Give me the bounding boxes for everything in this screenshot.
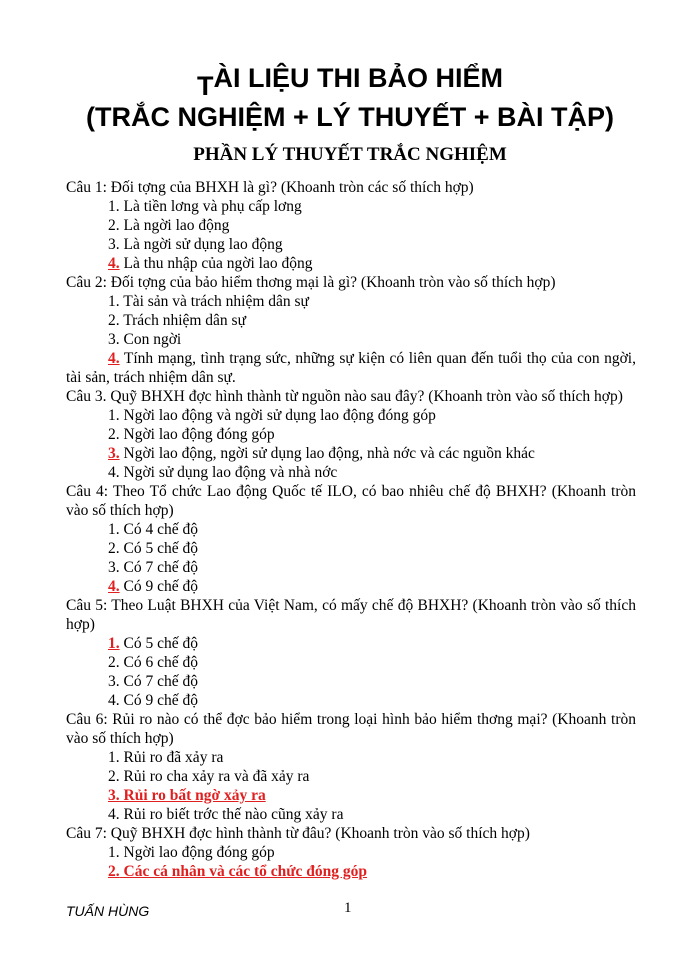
option-text: Ngời lao động đóng góp bbox=[119, 426, 275, 443]
question-2: Câu 2: Đối tợng của bảo hiểm thơng mại là gì? (Khoanh tròn vào số thích hợp) bbox=[66, 274, 556, 291]
option-text: Rủi ro biết trớc thế nào cũng xảy ra bbox=[119, 806, 344, 823]
option-5-4 bbox=[108, 691, 636, 710]
option-3-2 bbox=[108, 425, 636, 444]
option-number: 2. bbox=[108, 768, 120, 785]
option-7-2 bbox=[108, 862, 636, 881]
option-4-1 bbox=[108, 520, 636, 539]
option-3-4 bbox=[108, 463, 636, 482]
option-text: Rủi ro đã xảy ra bbox=[119, 749, 224, 766]
title-text: ÀI LIỆU THI BẢO HIỂM bbox=[213, 63, 503, 93]
option-number: 3. bbox=[108, 331, 120, 348]
option-3-1 bbox=[108, 406, 636, 425]
option-number: 1. bbox=[108, 293, 120, 310]
answer-mark: 1. bbox=[108, 635, 120, 652]
option-4-4 bbox=[108, 577, 636, 596]
option-text: Là ngời sử dụng lao động bbox=[119, 236, 283, 253]
option-text: Ngời sử dụng lao động và nhà nớc bbox=[119, 464, 338, 481]
option-text: Có 6 chế độ bbox=[119, 654, 198, 671]
option-number: 1. bbox=[108, 521, 120, 538]
option-number: 3. bbox=[108, 236, 120, 253]
option-text: Có 4 chế độ bbox=[119, 521, 198, 538]
option-text: Có 5 chế độ bbox=[119, 635, 198, 652]
option-number: 2. bbox=[108, 217, 120, 234]
option-1-1 bbox=[108, 197, 636, 216]
option-text: Tính mạng, tình trạng sức, những sự kiện có liên quan đến tuổi thọ của con ngời, tài sản, trách nhiệm dân sự. bbox=[66, 350, 636, 386]
option-7-1 bbox=[108, 843, 636, 862]
answer-text: Rủi ro bất ngờ xảy ra bbox=[119, 787, 266, 804]
option-text: Có 9 chế độ bbox=[119, 692, 198, 709]
option-4-3 bbox=[108, 558, 636, 577]
answer-text: Các cá nhân và các tổ chức đóng góp bbox=[119, 863, 368, 880]
option-text: Là tiền lơng và phụ cấp lơng bbox=[119, 198, 302, 215]
option-text: Có 7 chế độ bbox=[119, 673, 198, 690]
option-number: 2. bbox=[108, 426, 120, 443]
option-number: 4. bbox=[108, 806, 120, 823]
option-6-1 bbox=[108, 748, 636, 767]
option-text: Có 7 chế độ bbox=[119, 559, 198, 576]
answer-number: 3. bbox=[108, 787, 120, 804]
option-1-2 bbox=[108, 216, 636, 235]
option-2-2 bbox=[108, 311, 636, 330]
option-6-4 bbox=[108, 805, 636, 824]
option-5-2 bbox=[108, 653, 636, 672]
document-title-line2: (TRẮC NGHIỆM + LÝ THUYẾT + BÀI TẬP) bbox=[85, 102, 615, 132]
option-5-1 bbox=[108, 634, 636, 653]
option-3-3 bbox=[108, 444, 636, 463]
page-number: 1 bbox=[344, 900, 352, 916]
option-text: Ngời lao động đóng góp bbox=[119, 844, 275, 861]
document-title bbox=[0, 63, 700, 101]
option-number: 1. bbox=[108, 407, 120, 424]
option-text: Là ngời lao động bbox=[119, 217, 230, 234]
option-text: Ngời lao động, ngời sử dụng lao động, nhà nớc và các nguồn khác bbox=[119, 445, 535, 462]
option-6-3 bbox=[108, 786, 636, 805]
option-number: 1. bbox=[108, 749, 120, 766]
option-2-1 bbox=[108, 292, 636, 311]
option-text: Con ngời bbox=[119, 331, 182, 348]
option-text: Trách nhiệm dân sự bbox=[119, 312, 246, 329]
option-text: Rủi ro cha xảy ra và đã xảy ra bbox=[119, 768, 310, 785]
option-number: 2. bbox=[108, 654, 120, 671]
option-1-3 bbox=[108, 235, 636, 254]
answer-number: 2. bbox=[108, 863, 120, 880]
option-number: 3. bbox=[108, 559, 120, 576]
question-7: Câu 7: Quỹ BHXH đợc hình thành từ đâu? (Khoanh tròn vào số thích hợp) bbox=[66, 825, 530, 842]
question-5: Câu 5: Theo Luật BHXH của Việt Nam, có mấy chế độ BHXH? (Khoanh tròn vào số thích hợp) bbox=[66, 597, 636, 633]
answer-mark: 4. bbox=[108, 350, 120, 367]
option-text: Tài sản và trách nhiệm dân sự bbox=[119, 293, 309, 310]
answer-mark: 4. bbox=[108, 578, 120, 595]
question-6: Câu 6: Rủi ro nào có thể đợc bảo hiểm trong loại hình bảo hiểm thơng mại? (Khoanh tròn vào số thích hợp) bbox=[66, 711, 636, 747]
option-number: 4. bbox=[108, 464, 120, 481]
option-number: 3. bbox=[108, 673, 120, 690]
question-3: Câu 3. Quỹ BHXH đợc hình thành từ nguồn nào sau đây? (Khoanh tròn vào số thích hợp) bbox=[66, 388, 623, 405]
option-1-4 bbox=[108, 254, 636, 273]
option-4-2 bbox=[108, 539, 636, 558]
answer-mark: 3. bbox=[108, 445, 120, 462]
option-number: 1. bbox=[108, 844, 120, 861]
title-drop-cap: T bbox=[197, 71, 214, 101]
question-list bbox=[66, 178, 636, 881]
option-text: Là thu nhập của ngời lao động bbox=[119, 255, 313, 272]
option-6-2 bbox=[108, 767, 636, 786]
option-5-3 bbox=[108, 672, 636, 691]
section-heading: PHẦN LÝ THUYẾT TRẮC NGHIỆM bbox=[193, 144, 507, 165]
answer-mark: 4. bbox=[108, 255, 120, 272]
question-4: Câu 4: Theo Tổ chức Lao động Quốc tế ILO, có bao nhiêu chế độ BHXH? (Khoanh tròn vào số thích hợp) bbox=[66, 483, 636, 519]
option-number: 2. bbox=[108, 540, 120, 557]
option-text: Có 5 chế độ bbox=[119, 540, 198, 557]
footer-author: TUẤN HÙNG bbox=[66, 903, 150, 919]
option-number: 4. bbox=[108, 692, 120, 709]
option-2-3 bbox=[108, 330, 636, 349]
question-1: Câu 1: Đối tợng của BHXH là gì? (Khoanh tròn các số thích hợp) bbox=[66, 179, 474, 196]
option-text: Ngời lao động và ngời sử dụng lao động đóng góp bbox=[119, 407, 436, 424]
option-2-4 bbox=[66, 349, 636, 387]
option-text: Có 9 chế độ bbox=[119, 578, 198, 595]
option-number: 2. bbox=[108, 312, 120, 329]
option-number: 1. bbox=[108, 198, 120, 215]
